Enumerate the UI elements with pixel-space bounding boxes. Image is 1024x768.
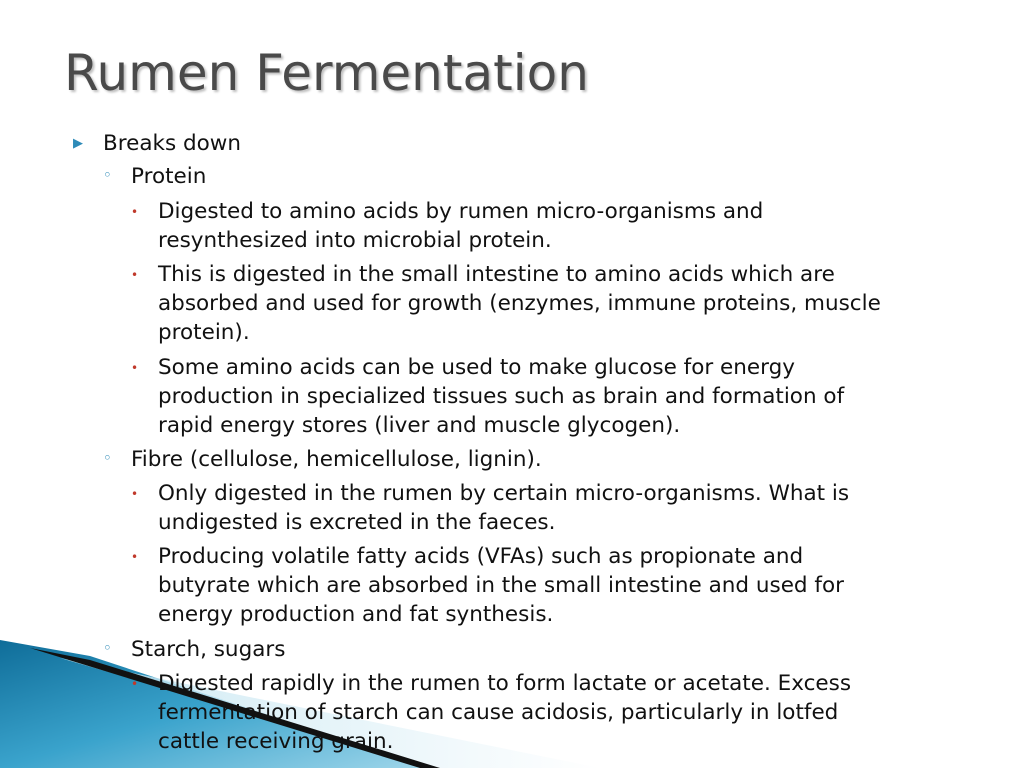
protein-point-2-line-3: protein). (158, 320, 250, 345)
fibre-point-2-line-2: butyrate which are absorbed in the small intestine and used for (158, 573, 844, 598)
starch-point-1-line-2: fermentation of starch can cause acidosis, particularly in lotfed (158, 700, 839, 725)
protein-point-1-line-1: Digested to amino acids by rumen micro-organisms and (158, 199, 764, 224)
dot-icon: • (131, 361, 139, 375)
protein-point-2-line-2: absorbed and used for growth (enzymes, immune proteins, muscle (158, 291, 881, 316)
bullet-breaks-down: Breaks down (103, 131, 242, 156)
fibre-point-1-line-1: Only digested in the rumen by certain micro-organisms. What is (158, 481, 850, 506)
circle-outline-icon: ◦ (103, 166, 112, 184)
subheading-protein: Protein (131, 164, 207, 189)
dot-icon: • (131, 487, 139, 501)
dot-icon: • (131, 268, 139, 282)
subheading-starch: Starch, sugars (131, 637, 286, 662)
dot-icon: • (131, 677, 139, 691)
fibre-point-2-line-3: energy production and fat synthesis. (158, 602, 554, 627)
dot-icon: • (131, 205, 139, 219)
starch-point-1-line-3: cattle receiving grain. (158, 729, 394, 754)
slide-title: Rumen Fermentation (64, 44, 589, 102)
protein-point-3-line-2: production in specialized tissues such as brain and formation of (158, 384, 845, 409)
circle-outline-icon: ◦ (103, 639, 112, 657)
starch-point-1-line-1: Digested rapidly in the rumen to form lactate or acetate. Excess (158, 671, 852, 696)
protein-point-1-line-2: resynthesized into microbial protein. (158, 228, 552, 253)
circle-outline-icon: ◦ (103, 449, 112, 467)
fibre-point-2-line-1: Producing volatile fatty acids (VFAs) such as propionate and (158, 544, 804, 569)
triangle-right-icon: ▶ (73, 136, 83, 151)
protein-point-3-line-1: Some amino acids can be used to make glucose for energy (158, 355, 795, 380)
fibre-point-1-line-2: undigested is excreted in the faeces. (158, 510, 556, 535)
subheading-fibre: Fibre (cellulose, hemicellulose, lignin). (131, 447, 542, 472)
protein-point-2-line-1: This is digested in the small intestine to amino acids which are (158, 262, 835, 287)
protein-point-3-line-3: rapid energy stores (liver and muscle glycogen). (158, 413, 681, 438)
dot-icon: • (131, 550, 139, 564)
